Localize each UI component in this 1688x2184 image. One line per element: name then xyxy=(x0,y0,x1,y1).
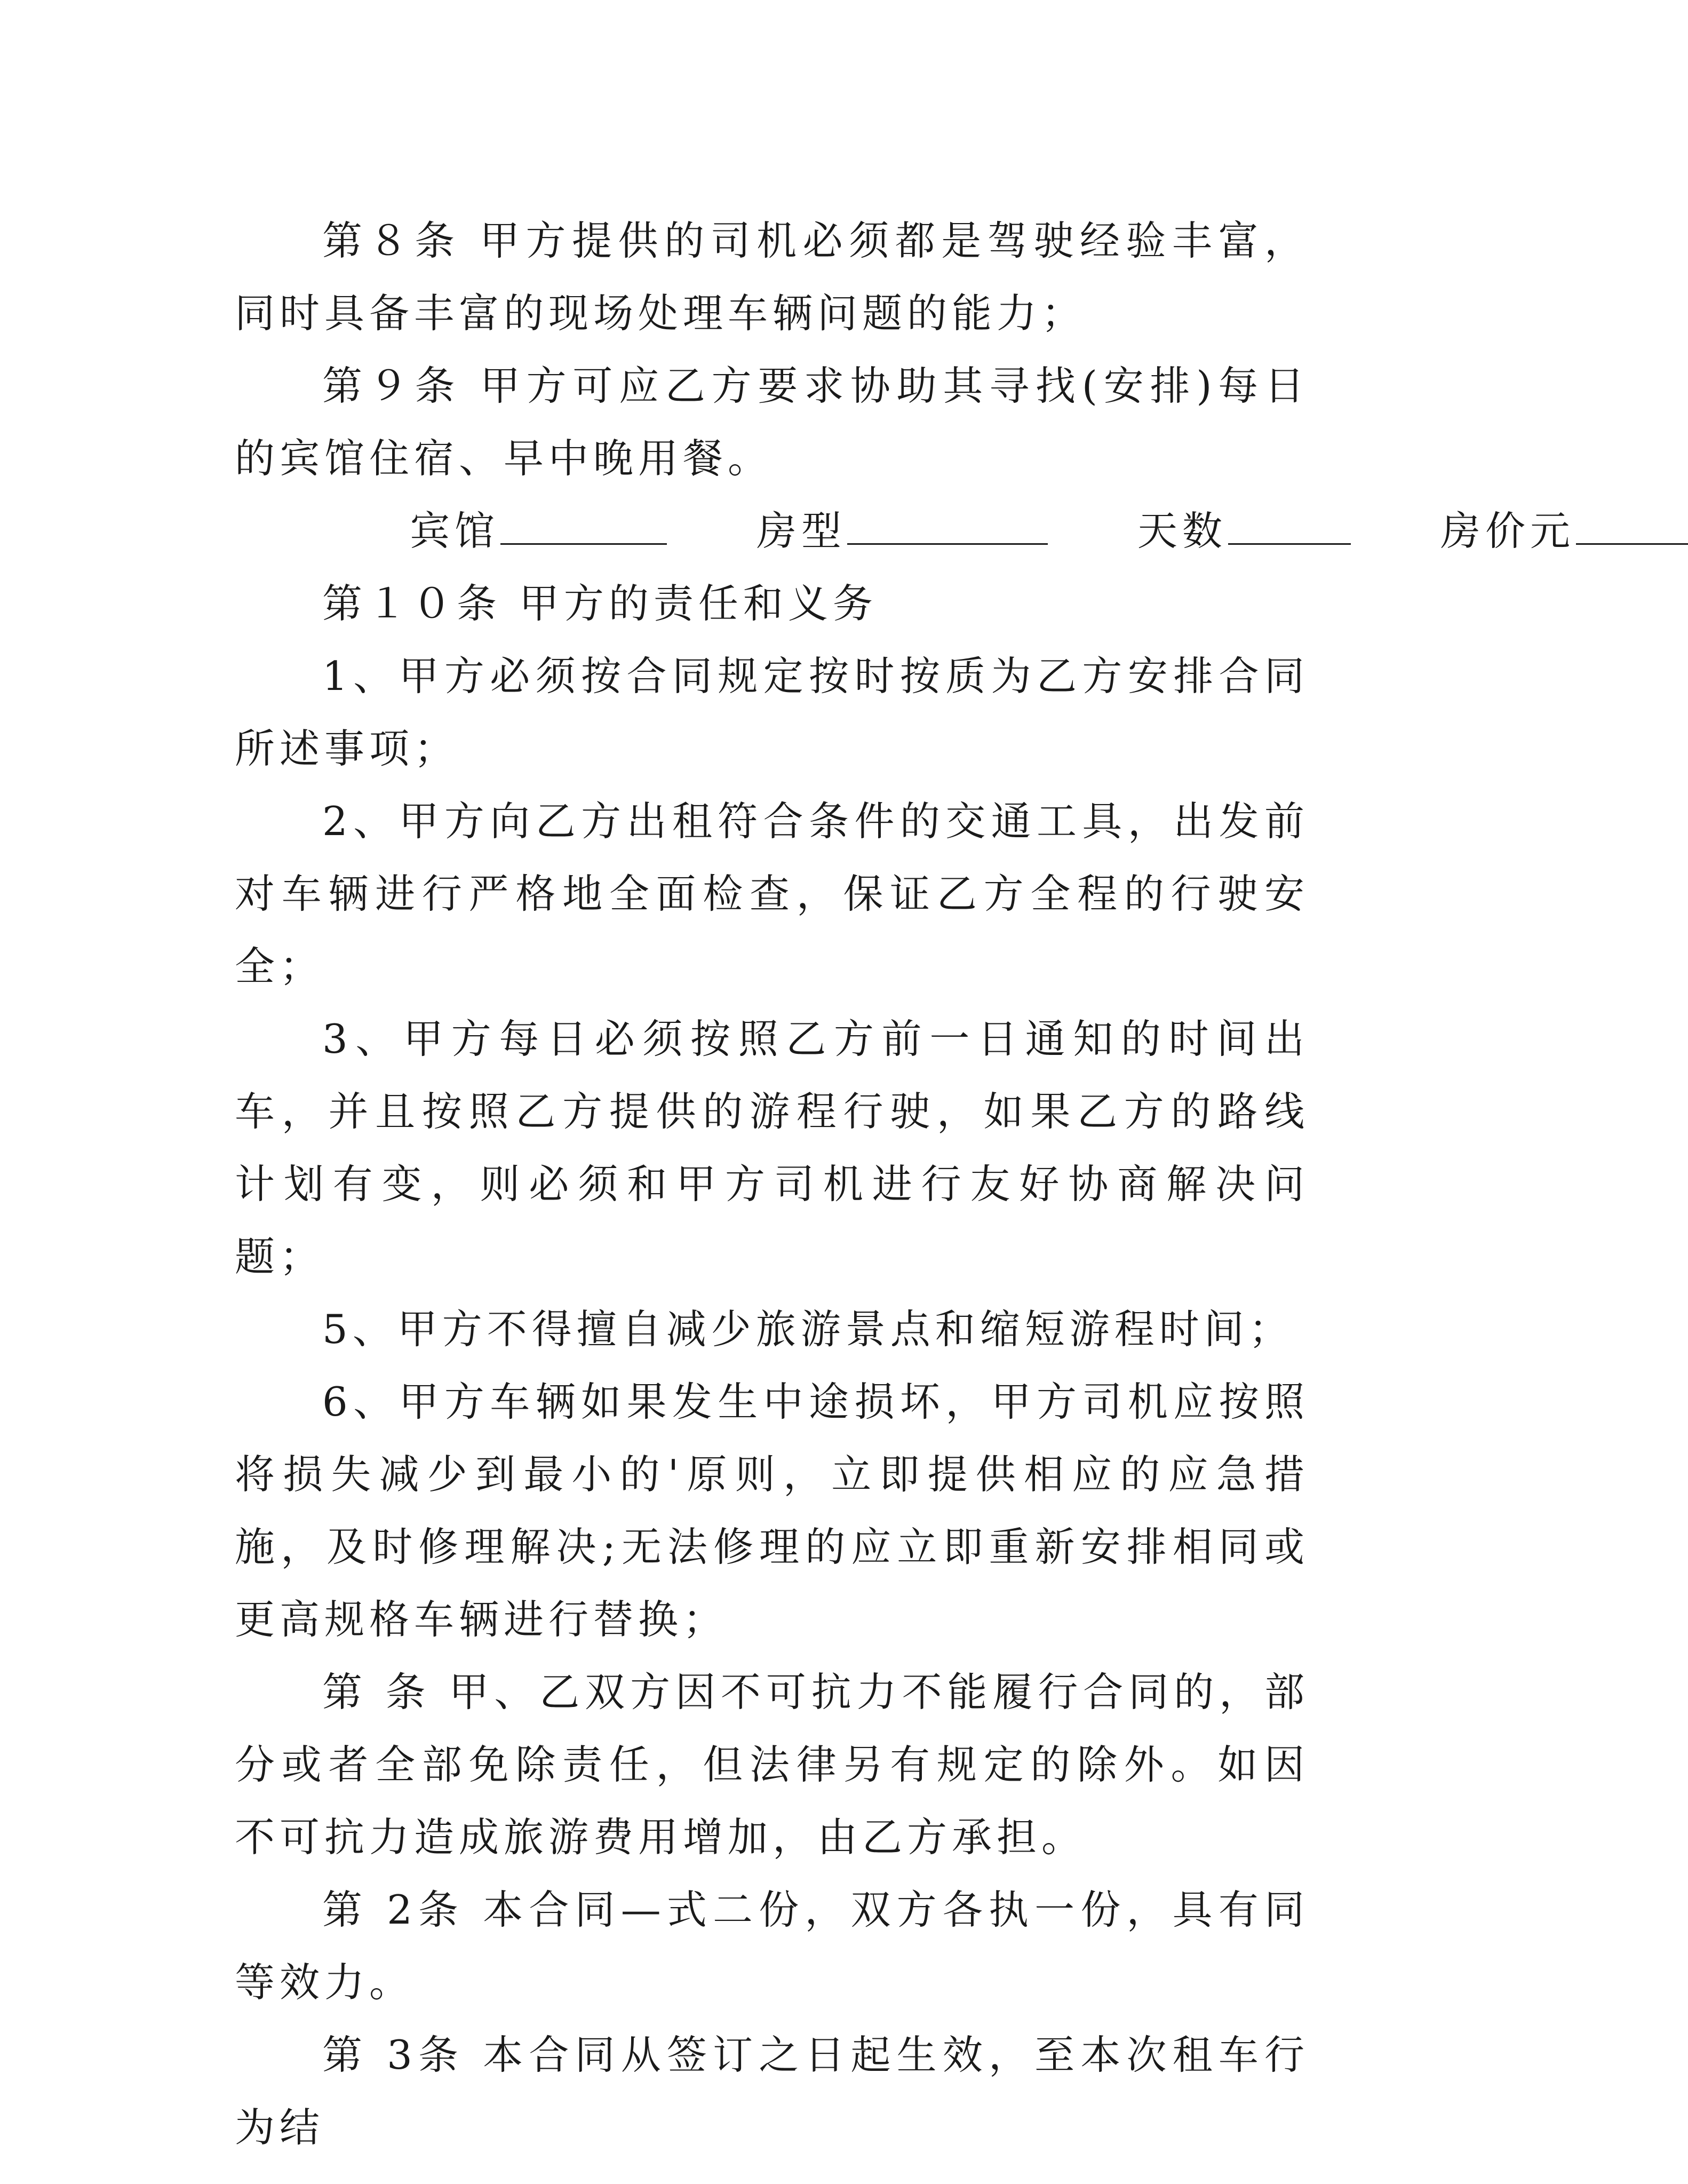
clause-2: 2、甲方向乙方出租符合条件的交通工具，出发前对车辆进行严格地全面检查，保证乙方全程的行驶安全； xyxy=(235,798,1309,990)
hotel-blank xyxy=(500,510,667,545)
effective-article: 第 3条 本合同从签订之日起生效，至本次租车行为结 xyxy=(235,2031,1309,2151)
article-8: 第８条 甲方提供的司机必须都是驾驶经验丰富，同时具备丰富的现场处理车辆问题的能力； xyxy=(235,217,1309,337)
room-type-label: 房型 xyxy=(757,507,847,554)
hotel-label: 宾馆 xyxy=(410,507,500,554)
copies-article: 第 2条 本合同—式二份，双方各执一份，具有同等效力。 xyxy=(235,1886,1309,2006)
room-type-blank xyxy=(847,510,1048,545)
article-9: 第９条 甲方可应乙方要求协助其寻找(安排)每日的宾馆住宿、早中晚用餐。 xyxy=(235,362,1309,482)
price-blank xyxy=(1576,510,1688,545)
clause-3: 3、甲方每日必须按照乙方前一日通知的时间出车，并且按照乙方提供的游程行驶，如果乙方的路线计划有变，则必须和甲方司机进行友好协商解决问题； xyxy=(235,1015,1309,1280)
article-10-heading: 第１０条 甲方的责任和义务 xyxy=(322,580,878,627)
days-label: 天数 xyxy=(1137,507,1228,554)
clause-5: 5、甲方不得擅自减少旅游景点和缩短游程时间； xyxy=(322,1306,1294,1353)
clause-6: 6、甲方车辆如果发生中途损坏，甲方司机应按照将损失减少到最小的'原则，立即提供相应的应急措施，及时修理解决;无法修理的应立即重新安排相同或更高规格车辆进行替换； xyxy=(235,1378,1309,1643)
document-page xyxy=(235,204,1575,2164)
hotel-fill-row xyxy=(235,495,1575,567)
price-label: 房价元 xyxy=(1440,507,1575,554)
days-blank xyxy=(1228,510,1351,545)
force-majeure-article: 第 条 甲、乙双方因不可抗力不能履行合同的，部分或者全部免除责任，但法律另有规定的除外。如因不可抗力造成旅游费用增加，由乙方承担。 xyxy=(235,1669,1309,1861)
clause-1: 1、甲方必须按合同规定按时按质为乙方安排合同所述事项； xyxy=(235,653,1309,772)
